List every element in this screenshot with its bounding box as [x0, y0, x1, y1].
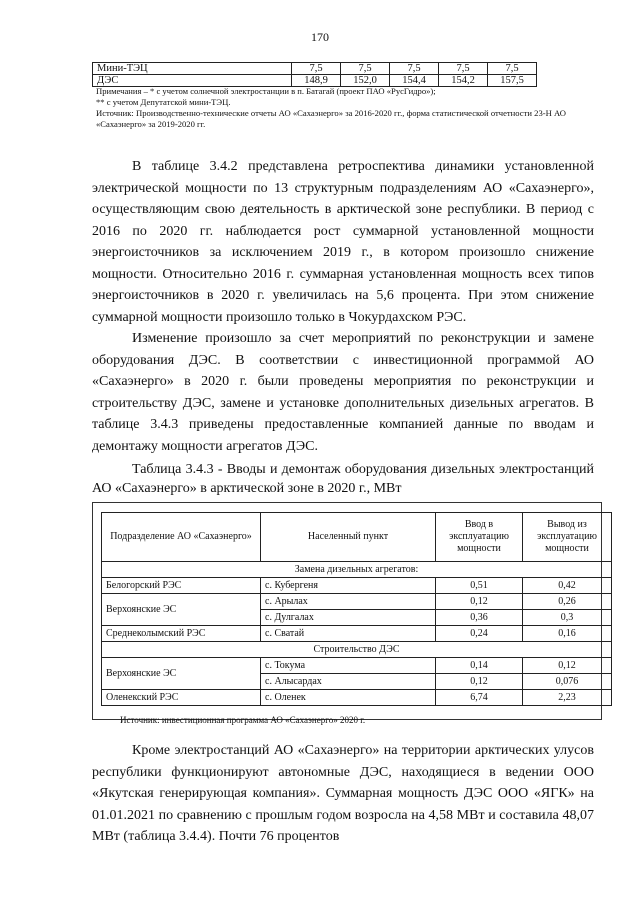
section-row — [102, 642, 612, 658]
place-cell: с. Токума — [261, 658, 436, 674]
table-source-note: Источник: Производственно-технические отчеты АО «Сахаэнерго» за 2016-2020 гг., форма статистической отчетности 23-Н АО «Сахаэнерго» за 2019-2020 гг. — [96, 108, 566, 129]
section-row — [102, 562, 612, 578]
output-cell: 0,076 — [523, 674, 612, 690]
place-cell: с. Дулгалах — [261, 610, 436, 626]
input-cell: 0,36 — [436, 610, 523, 626]
table-cell: 148,9 — [292, 75, 341, 87]
input-cell: 0,12 — [436, 674, 523, 690]
table-cell: 7,5 — [390, 63, 439, 75]
header-place: Населенный пункт — [261, 513, 436, 562]
place-cell: с. Кубергеня — [261, 578, 436, 594]
place-cell: с. Алысардах — [261, 674, 436, 690]
paragraph: В таблице 3.4.2 представлена ретроспектива динамики установленной электрической мощности по 13 структурным подразделениям АО «Сахаэнерго», осуществляющим свою деятельность в арктической зоне республики. В период с 2016 по 2020 гг. наблюдается рост суммарной установленной мощности энергоисточников за исключением 2019 г., в котором произошло снижение мощности. Относительно 2016 г. суммарная установленная мощность всех типов энергоисточников в 2020 г. увеличилась на 5,6 процента. При этом снижение суммарной мощности произошло только в Чокурдахском РЭС. — [92, 159, 594, 325]
header-output: Вывод из эксплуатацию мощности — [523, 513, 612, 562]
input-cell: 0,14 — [436, 658, 523, 674]
header-input: Ввод в эксплуатацию мощности — [436, 513, 523, 562]
table-cell: 152,0 — [341, 75, 390, 87]
output-cell: 0,12 — [523, 658, 612, 674]
page-number: 170 — [311, 30, 329, 44]
header-unit: Подразделение АО «Сахаэнерго» — [102, 513, 261, 562]
paragraph: Кроме электростанций АО «Сахаэнерго» на территории арктических улусов республики функционируют автономные ДЭС, находящиеся в ведении ООО «Якутская генерирующая компания». Суммарная мощность ДЭС ООО «ЯГК» на 01.01.2021 по сравнению с прошлым годом возросла на 4,58 МВт и составила 48,07 МВт (таблица 3.4.4). Почти 76 процентов — [92, 743, 594, 844]
section-label: Строительство ДЭС — [102, 642, 612, 658]
table-cell: 7,5 — [488, 63, 537, 75]
input-cell: 6,74 — [436, 690, 523, 706]
note-solar: Примечания – * с учетом солнечной электростанции в п. Батагай (проект ПАО «РусГидро»); — [96, 86, 436, 96]
unit-cell: Белогорский РЭС — [102, 578, 261, 594]
table-row — [102, 594, 612, 610]
output-cell: 0,3 — [523, 610, 612, 626]
table-row — [102, 626, 612, 642]
body-paragraphs — [92, 156, 594, 457]
input-cell: 0,24 — [436, 626, 523, 642]
table-cell: 7,5 — [439, 63, 488, 75]
place-cell: с. Оленек — [261, 690, 436, 706]
unit-cell: Верхоянские ЭС — [102, 658, 261, 690]
capacity-table-tail — [92, 62, 537, 87]
body-paragraphs-bottom — [92, 740, 594, 848]
table-cell: 7,5 — [292, 63, 341, 75]
unit-cell: Среднеколымский РЭС — [102, 626, 261, 642]
table-caption: Таблица 3.4.3 - Вводы и демонтаж оборудования дизельных электростанций АО «Сахаэнерго» в арктической зоне в 2020 г., МВт — [92, 462, 594, 496]
table-notes — [96, 86, 566, 130]
note-minichp: ** с учетом Депутатской мини-ТЭЦ. — [96, 97, 231, 107]
input-cell: 0,51 — [436, 578, 523, 594]
table-row — [102, 690, 612, 706]
table-source: Источник: инвестиционная программа АО «Сахаэнерго» 2020 г. — [120, 715, 366, 725]
unit-cell: Оленекский РЭС — [102, 690, 261, 706]
output-cell: 0,16 — [523, 626, 612, 642]
table-header-row — [102, 513, 612, 562]
table-cell: 154,2 — [439, 75, 488, 87]
table-row — [102, 578, 612, 594]
table-cell: 157,5 — [488, 75, 537, 87]
des-commissioning-table — [101, 512, 612, 706]
table-row — [102, 658, 612, 674]
unit-cell: Верхоянские ЭС — [102, 594, 261, 626]
table-caption-block — [92, 460, 594, 498]
input-cell: 0,12 — [436, 594, 523, 610]
place-cell: с. Сватай — [261, 626, 436, 642]
table-row — [93, 75, 537, 87]
output-cell: 2,23 — [523, 690, 612, 706]
row-label: ДЭС — [93, 75, 292, 87]
table-cell: 7,5 — [341, 63, 390, 75]
output-cell: 0,42 — [523, 578, 612, 594]
paragraph: Изменение произошло за счет мероприятий по реконструкции и замене оборудования ДЭС. В соответствии с инвестиционной программой АО «Сахаэнерго» в 2020 г. были проведены мероприятия по реконструкции и строительству ДЭС, замене и установке дополнительных дизельных агрегатов. В таблице 3.4.3 приведены предоставленные компанией данные по вводам и демонтажу мощности агрегатов ДЭС. — [92, 331, 594, 454]
row-label: Мини-ТЭЦ — [93, 63, 292, 75]
output-cell: 0,26 — [523, 594, 612, 610]
place-cell: с. Арылах — [261, 594, 436, 610]
section-label: Замена дизельных агрегатов: — [102, 562, 612, 578]
table-cell: 154,4 — [390, 75, 439, 87]
table-row — [93, 63, 537, 75]
